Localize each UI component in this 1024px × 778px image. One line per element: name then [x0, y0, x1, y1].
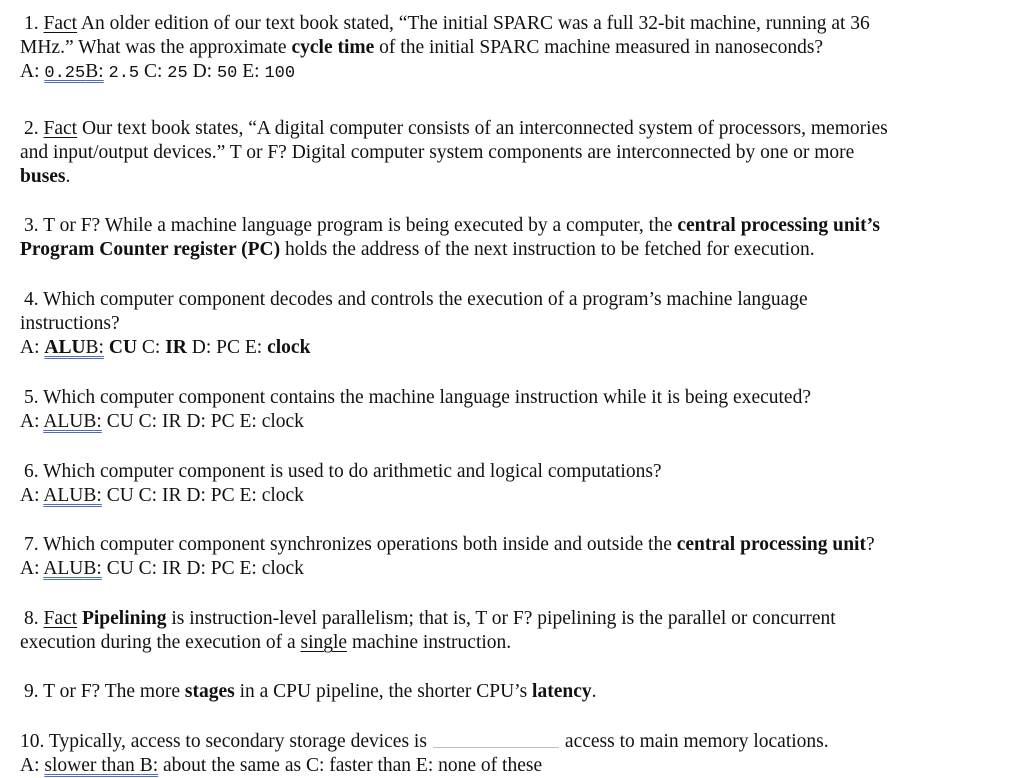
choice-label: C: — [143, 61, 163, 82]
answer-blank — [433, 731, 559, 748]
choice-b: 2.5 — [108, 64, 140, 83]
choice-label: A: — [20, 411, 40, 432]
choice-c: IR — [165, 337, 187, 358]
keyword-pipelining: Pipelining — [81, 608, 167, 629]
question-text: 10. Typically, access to secondary storage devices is — [20, 731, 427, 752]
choice-a: ALU — [43, 558, 84, 579]
question-9 — [20, 680, 1015, 704]
choice-label: E: — [242, 61, 260, 82]
question-1-choices — [20, 60, 1015, 86]
choice-label: E: — [239, 411, 257, 432]
question-text: in a CPU pipeline, the shorter CPU’s — [234, 681, 533, 702]
question-2 — [20, 117, 1015, 189]
question-10-text-line-1 — [20, 730, 1015, 754]
choice-d: PC — [210, 485, 235, 506]
question-7-choices — [20, 557, 1015, 581]
choice-label: C: — [138, 485, 158, 506]
choice-label: E: — [239, 485, 257, 506]
question-8 — [20, 607, 1015, 655]
question-1-text-line-2 — [20, 36, 1015, 60]
keyword-stages: stages — [184, 681, 235, 702]
keyword-cpu: central processing unit’s — [677, 215, 880, 236]
choice-d: 50 — [216, 64, 238, 83]
question-1-text-line-1 — [20, 12, 1015, 36]
question-text: Our text book states, “A digital computer consists of an interconnected system of processors, memories — [81, 118, 888, 139]
choice-label: B: — [85, 61, 104, 82]
choice-label: A: — [20, 337, 40, 358]
question-text: of the initial SPARC machine measured in nanoseconds? — [374, 37, 824, 58]
question-8-text-line-2 — [20, 631, 1015, 655]
question-text: 3. T or F? While a machine language program is being executed by a computer, the — [24, 215, 678, 236]
question-7 — [20, 533, 1015, 581]
choice-e: clock — [267, 337, 311, 358]
question-3 — [20, 214, 1015, 262]
question-text: . — [65, 166, 71, 187]
choice-label: A: — [20, 755, 40, 776]
question-4 — [20, 288, 1015, 360]
choice-label: A: — [20, 558, 40, 579]
question-text: . — [591, 681, 597, 702]
choice-label: B: — [83, 558, 102, 579]
question-2-text-line-3 — [20, 165, 1015, 189]
question-text: access to main memory locations. — [564, 731, 829, 752]
question-text: ? — [865, 534, 875, 555]
choice-b: about the same as — [163, 755, 302, 776]
choice-label: D: — [186, 485, 206, 506]
choice-b: CU — [106, 411, 134, 432]
question-text: holds the address of the next instruction to be fetched for execution. — [280, 239, 815, 260]
keyword-single: single — [300, 632, 348, 653]
choice-label: A: — [20, 485, 40, 506]
choice-e: 100 — [264, 64, 296, 83]
choice-c: IR — [161, 558, 182, 579]
fact-tag: Fact — [43, 118, 78, 139]
question-text: machine instruction. — [347, 632, 512, 653]
choice-a: slower than — [44, 755, 135, 776]
choice-c: IR — [161, 485, 182, 506]
question-5-text-line-1: 5. Which computer component contains the machine language instruction while it is being executed? — [24, 387, 811, 408]
question-text: 7. Which computer component synchronizes operations both inside and outside the — [24, 534, 677, 555]
question-3-text-line-1 — [20, 214, 1015, 238]
choice-label: D: — [186, 558, 206, 579]
question-8-text-line-1 — [20, 607, 1015, 631]
keyword-buses: buses — [20, 166, 66, 187]
question-10 — [20, 730, 1015, 778]
choice-label: B: — [139, 755, 159, 776]
choice-label: E: — [415, 755, 434, 776]
question-4-choices — [20, 336, 1015, 360]
question-5 — [20, 386, 1015, 434]
choice-label: B: — [85, 337, 104, 358]
question-6-choices — [20, 484, 1015, 508]
question-4-text-line-2: instructions? — [20, 313, 120, 334]
choice-b: CU — [108, 337, 138, 358]
choice-label: D: — [191, 337, 212, 358]
question-number: 8. — [24, 608, 39, 629]
choice-label: C: — [305, 755, 325, 776]
choice-e: clock — [261, 411, 304, 432]
choice-d: PC — [210, 558, 235, 579]
question-1 — [20, 12, 1015, 86]
choice-label: E: — [239, 558, 257, 579]
choice-label: E: — [244, 337, 263, 358]
question-9-text-line-1 — [20, 680, 1015, 704]
question-number: 2. — [24, 118, 39, 139]
question-text: execution during the execution of a — [20, 632, 301, 653]
choice-b: CU — [106, 558, 134, 579]
choice-e: clock — [261, 558, 304, 579]
choice-c: IR — [161, 411, 182, 432]
choice-label: B: — [83, 485, 102, 506]
choice-label: B: — [83, 411, 102, 432]
choice-label: D: — [192, 61, 213, 82]
question-text: MHz.” What was the approximate — [20, 37, 292, 58]
choice-a: ALU — [44, 337, 86, 358]
choice-b: CU — [106, 485, 134, 506]
question-4-text-line-1: 4. Which computer component decodes and controls the execution of a program’s machine language — [24, 289, 808, 310]
fact-tag: Fact — [43, 608, 78, 629]
choice-label: D: — [186, 411, 206, 432]
choice-c: 25 — [167, 64, 188, 83]
choice-a: 0.25 — [44, 64, 86, 83]
question-7-text-line-1 — [20, 533, 1015, 557]
choice-label: C: — [141, 337, 161, 358]
question-2-text-line-2: and input/output devices.” T or F? Digital computer system components are interconnected by one or more — [20, 142, 855, 163]
choice-label: C: — [138, 558, 158, 579]
keyword-latency: latency — [532, 681, 592, 702]
question-10-choices — [20, 754, 1015, 778]
choice-e: clock — [261, 485, 304, 506]
question-text: 9. T or F? The more — [24, 681, 185, 702]
keyword-pc: Program Counter register (PC) — [20, 239, 281, 260]
choice-d: PC — [216, 337, 240, 358]
choice-e: none of these — [438, 755, 543, 776]
choice-a: ALU — [43, 485, 84, 506]
question-5-choices — [20, 410, 1015, 434]
keyword-cpu: central processing unit — [676, 534, 866, 555]
question-6-text-line-1: 6. Which computer component is used to do arithmetic and logical computations? — [24, 461, 662, 482]
question-3-text-line-2 — [20, 238, 1015, 262]
question-text: An older edition of our text book stated, “The initial SPARC was a full 32-bit machine, running at 36 — [80, 13, 870, 34]
keyword-cycle-time: cycle time — [291, 37, 375, 58]
question-number: 1. — [24, 13, 39, 34]
question-text: is instruction-level parallelism; that is, T or F? pipelining is the parallel or concurrent — [166, 608, 836, 629]
choice-d: PC — [210, 411, 235, 432]
choice-a: ALU — [43, 411, 84, 432]
question-2-text-line-1 — [20, 117, 1015, 141]
choice-label: A: — [20, 61, 40, 82]
fact-tag: Fact — [43, 13, 78, 34]
choice-c: faster than — [329, 755, 412, 776]
question-6 — [20, 460, 1015, 508]
choice-label: C: — [138, 411, 158, 432]
